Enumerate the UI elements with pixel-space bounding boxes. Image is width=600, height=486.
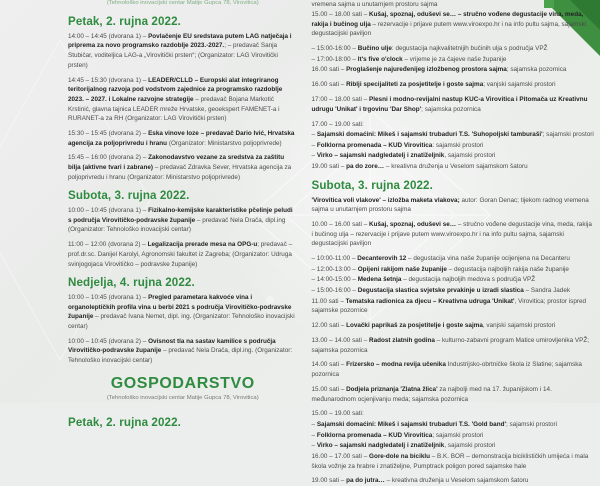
program-entry: 14:00 – 14:45 (dvorana 1) – Povlačenje EU sredstava putem LAG natječaja i priprema za novo programsko razdoblje 2023.-2027.; – predavač Sanja Stubičar, voditeljica LAG-a „Virovitički prsten“; (Organizator: LAG Virovitički prsten) xyxy=(68,32,292,69)
program-subentry: – Folklorna promenada – KUD Virovitica: sajamski prostori xyxy=(311,141,484,149)
program-entry: 10.00 – 16.00 sati – Kušaj, spoznaj, oduševi se… – stručno vođene degustacije vina, meda, rakija i bučinog ulja – rezervacije i prijave putem www.viroexpo.hr i na info pultu sajma, sajamski degustacijski paviljon xyxy=(311,221,592,248)
program-entry: 15.00 – 19.00 sati: xyxy=(311,410,364,418)
program-subentry: – 10:00-11:00 – Decanterovih 12 – degustacija vina naše županije ocijenjena na Decanteru xyxy=(311,255,570,263)
program-entry: 11:00 – 12:00 (dvorana 2) – Legalizacija prerade mesa na OPG-u; predavač – prof.dr.sc. Danijel Karolyi, Agronomski fakultet iz Zagreba; (Organizator: Udruga svinjogojaca Virovitičko – podravske županije) xyxy=(68,241,293,268)
program-subentry: – Virko – sajamski nadgledatelj i znatiželjnik, sajamski prostori xyxy=(311,152,496,160)
program-subentry: – Sajamski domaćini: Mikeš i sajamski trubaduri T.S. 'Suhopoljski tamburaši'; sajamski prostori xyxy=(311,131,594,139)
program-entry: 14:45 – 15:30 (dvorana 1) – LEADER/CLLD – Europski alat integriranog teritorijalnog razvoja pod vodstvom zajednice za programsko razdoblje 2023. – 2027. i Lokalne razvojne strategije – predavač Bojana Markotić Krstinić, glavna tajnica LEADER mreže Hrvatske, geoekspert FAMENET-a i RURANET-a za RH (Organizator: LAG Virovitički prsten) xyxy=(68,76,283,123)
program-subentry: – Folklorna promenada – KUD Virovitica; sajamski prostori xyxy=(311,431,484,439)
program-entry: 12.00 sati – Lovački paprikaš za posjetitelje i goste sajma, vanjski sajamski prostori xyxy=(311,322,556,330)
program-entry: 10:00 – 10:45 (dvorana 1) – Pregled parametara kakvoće vina i organoleptičkih profila vina u berbi 2021 s područja Virovitičko-podravske županije – predavač Ivana Nemet, dipl. ing. (Organizator: Tehnološko inovacijski centar) xyxy=(68,294,295,330)
right-blocks-container xyxy=(312,10,594,486)
section-following-day-title: Petak, 2. rujna 2022. xyxy=(68,415,181,429)
left-days-container xyxy=(68,15,298,366)
program-entry: 10:00 – 10:45 (dvorana 1) – Fizikalno-kemijske karakteristike pčelinje peludi s područja Virovitičko-podravske županije – predavač Nela Drača, dipl.ing (Organizator: Tehnološko inovacijski centar) xyxy=(68,207,293,234)
program-entry: 19.00 sati – pa do jutra… – kreativna druženja u Veselom sajamskom šatoru xyxy=(311,477,529,485)
program-entry: 15:30 – 15:45 (dvorana 2) – Eska vinove loze – predavač Dario Ivić, Hrvatska agencija za poljoprivredu i hranu (Organizator: Ministarstvo poljoprivrede) xyxy=(68,129,295,147)
program-entry: 'Virovitica voli vlakove' – izložba maketa vlakova; autor: Goran Denac; tijekom radnog vremena sajma u unutarnjem prostoru sajma xyxy=(311,196,589,214)
day-title: Petak, 2. rujna 2022. xyxy=(68,15,181,28)
program-entry: 17:00 – 18.00 sati – Plesni i modno-revijalni nastup KUC-a Virovitica i Pitomača uz Kreativnu udrugu 'Unikat' i trgovinu 'Dar Shop'; sajamska pozornica xyxy=(311,96,588,113)
program-entry: 16.00 – 17.00 sati – Gore-dole na biciklu – B.K. BOR – demonstracija biciklističkih umijeća i mala škola vožnje za hrabre i znatiželjne, Pumptrack poligon pored sajamske hale xyxy=(311,452,589,470)
program-entry: 15.00 sati – Dodjela priznanja 'Zlatna žlica' za najbolji med na 17. županijskom i 14. međunarodnom ocjenjivanju meda; sajamska pozornica xyxy=(311,385,552,403)
day-title: Subota, 3. rujna 2022. xyxy=(311,178,433,192)
day-title: Nedjelja, 4. rujna 2022. xyxy=(68,276,195,290)
program-entry: 10:00 – 10:45 (dvorana 2) – Ovisnost tla na sastav kamilice s područja Virovitičko-podravske županije – predavač Nela Drača, dipl.ing. (Organizator: Tehnološko inovacijski centar) xyxy=(68,337,293,365)
program-entry: 15.00 – 18.00 sati – Kušaj, spoznaj, oduševi se… – stručno vođene degustacije vina, meda, rakija i bučinog ulja – rezervacije i prijave putem www.viroexpo.hr i na info pultu sajma, sajamski degustacijski paviljon xyxy=(311,11,587,38)
program-entry: 16.00 sati – Riblji specijaliteti za posjetitelje i goste sajma; vanjski sajamski prostori xyxy=(311,81,556,89)
program-entry: 13.00 – 14.00 sati – Radost zlatnih godina – kulturno-zabavni program Matice umirovljenika VPŽ; sajamska pozornica xyxy=(311,337,589,354)
program-entry: 19.00 sati – pa do zore… – kreativna druženja u Veselom sajamskom šatoru xyxy=(311,163,528,171)
right-top-partial-line: vremena sajma u unutarnjem prostoru sajma xyxy=(311,1,438,8)
left-top-partial-line: (Tehnološko inovacijski centar Matije Gupca 78, Virovitica) xyxy=(106,0,259,6)
program-subentry: – 17:00-18:00 – It's five o'clock – vrijeme je za čajeve naše županije xyxy=(311,55,507,63)
program-entry: 15:45 – 16:00 (dvorana 2) – Zakonodavstvo vezane za sredstva za zaštitu bilja (aktivne tvari i zabrane) – predavač Zdravka Sever, Hrvatska agencija za poljoprivredu i hranu (Organizator: Ministarstvo poljoprivrede) xyxy=(68,154,292,181)
left-column xyxy=(6,0,298,429)
program-subentry: – 15:00-16:00 – Bučino ulje: degustacija najkvalitetnijih bučinih ulja s područja VPŽ xyxy=(311,45,548,53)
program-subentry: – 14:00-15:00 – Medena šetnja – degustacija najboljih medova s područja VPŽ xyxy=(311,276,536,284)
program-entry: 14.00 sati – Frizersko – modna revija učenika Industrijsko-obrtničke škola iz Slatine; sajamska pozornica xyxy=(311,361,582,379)
program-entry: 17.00 – 19.00 sati: xyxy=(311,120,364,128)
section-subheading-venue: (Tehnološko inovacijski centar Matije Gupca 78, Virovitica) xyxy=(106,394,259,401)
program-subentry: – Sajamski domaćini: Mikeš i sajamski trubaduri T.S. 'Gold band'; sajamski prostori xyxy=(311,421,558,429)
program-entry: 11.00 sati – Tematska radionica za djecu – Kreativna udruga 'Unikat', Virovitica; prostor ispred sajamske pozornice xyxy=(311,297,587,315)
right-column xyxy=(308,0,594,485)
program-subentry: – 15:00-16:00 – Degustacija slastica svjetske prvakinje u izradi slastica – Sandra Jadek xyxy=(311,287,571,295)
program-subentry: – Virko – sajamski nadgledatelj i znatiželjnik, sajamski prostori xyxy=(311,442,496,450)
section-heading-gospodarstvo: GOSPODARSTVO xyxy=(110,374,255,392)
program-entry: 16.00 sati – Proglašenje najuređenijeg izložbenog prostora sajma; sajamska pozornica xyxy=(311,66,567,74)
program-subentry: – 12:00-13:00 – Opijeni rakijom naše županije – degustacija najboljih rakija naše županije xyxy=(311,265,569,273)
day-title: Subota, 3. rujna 2022. xyxy=(68,189,190,203)
